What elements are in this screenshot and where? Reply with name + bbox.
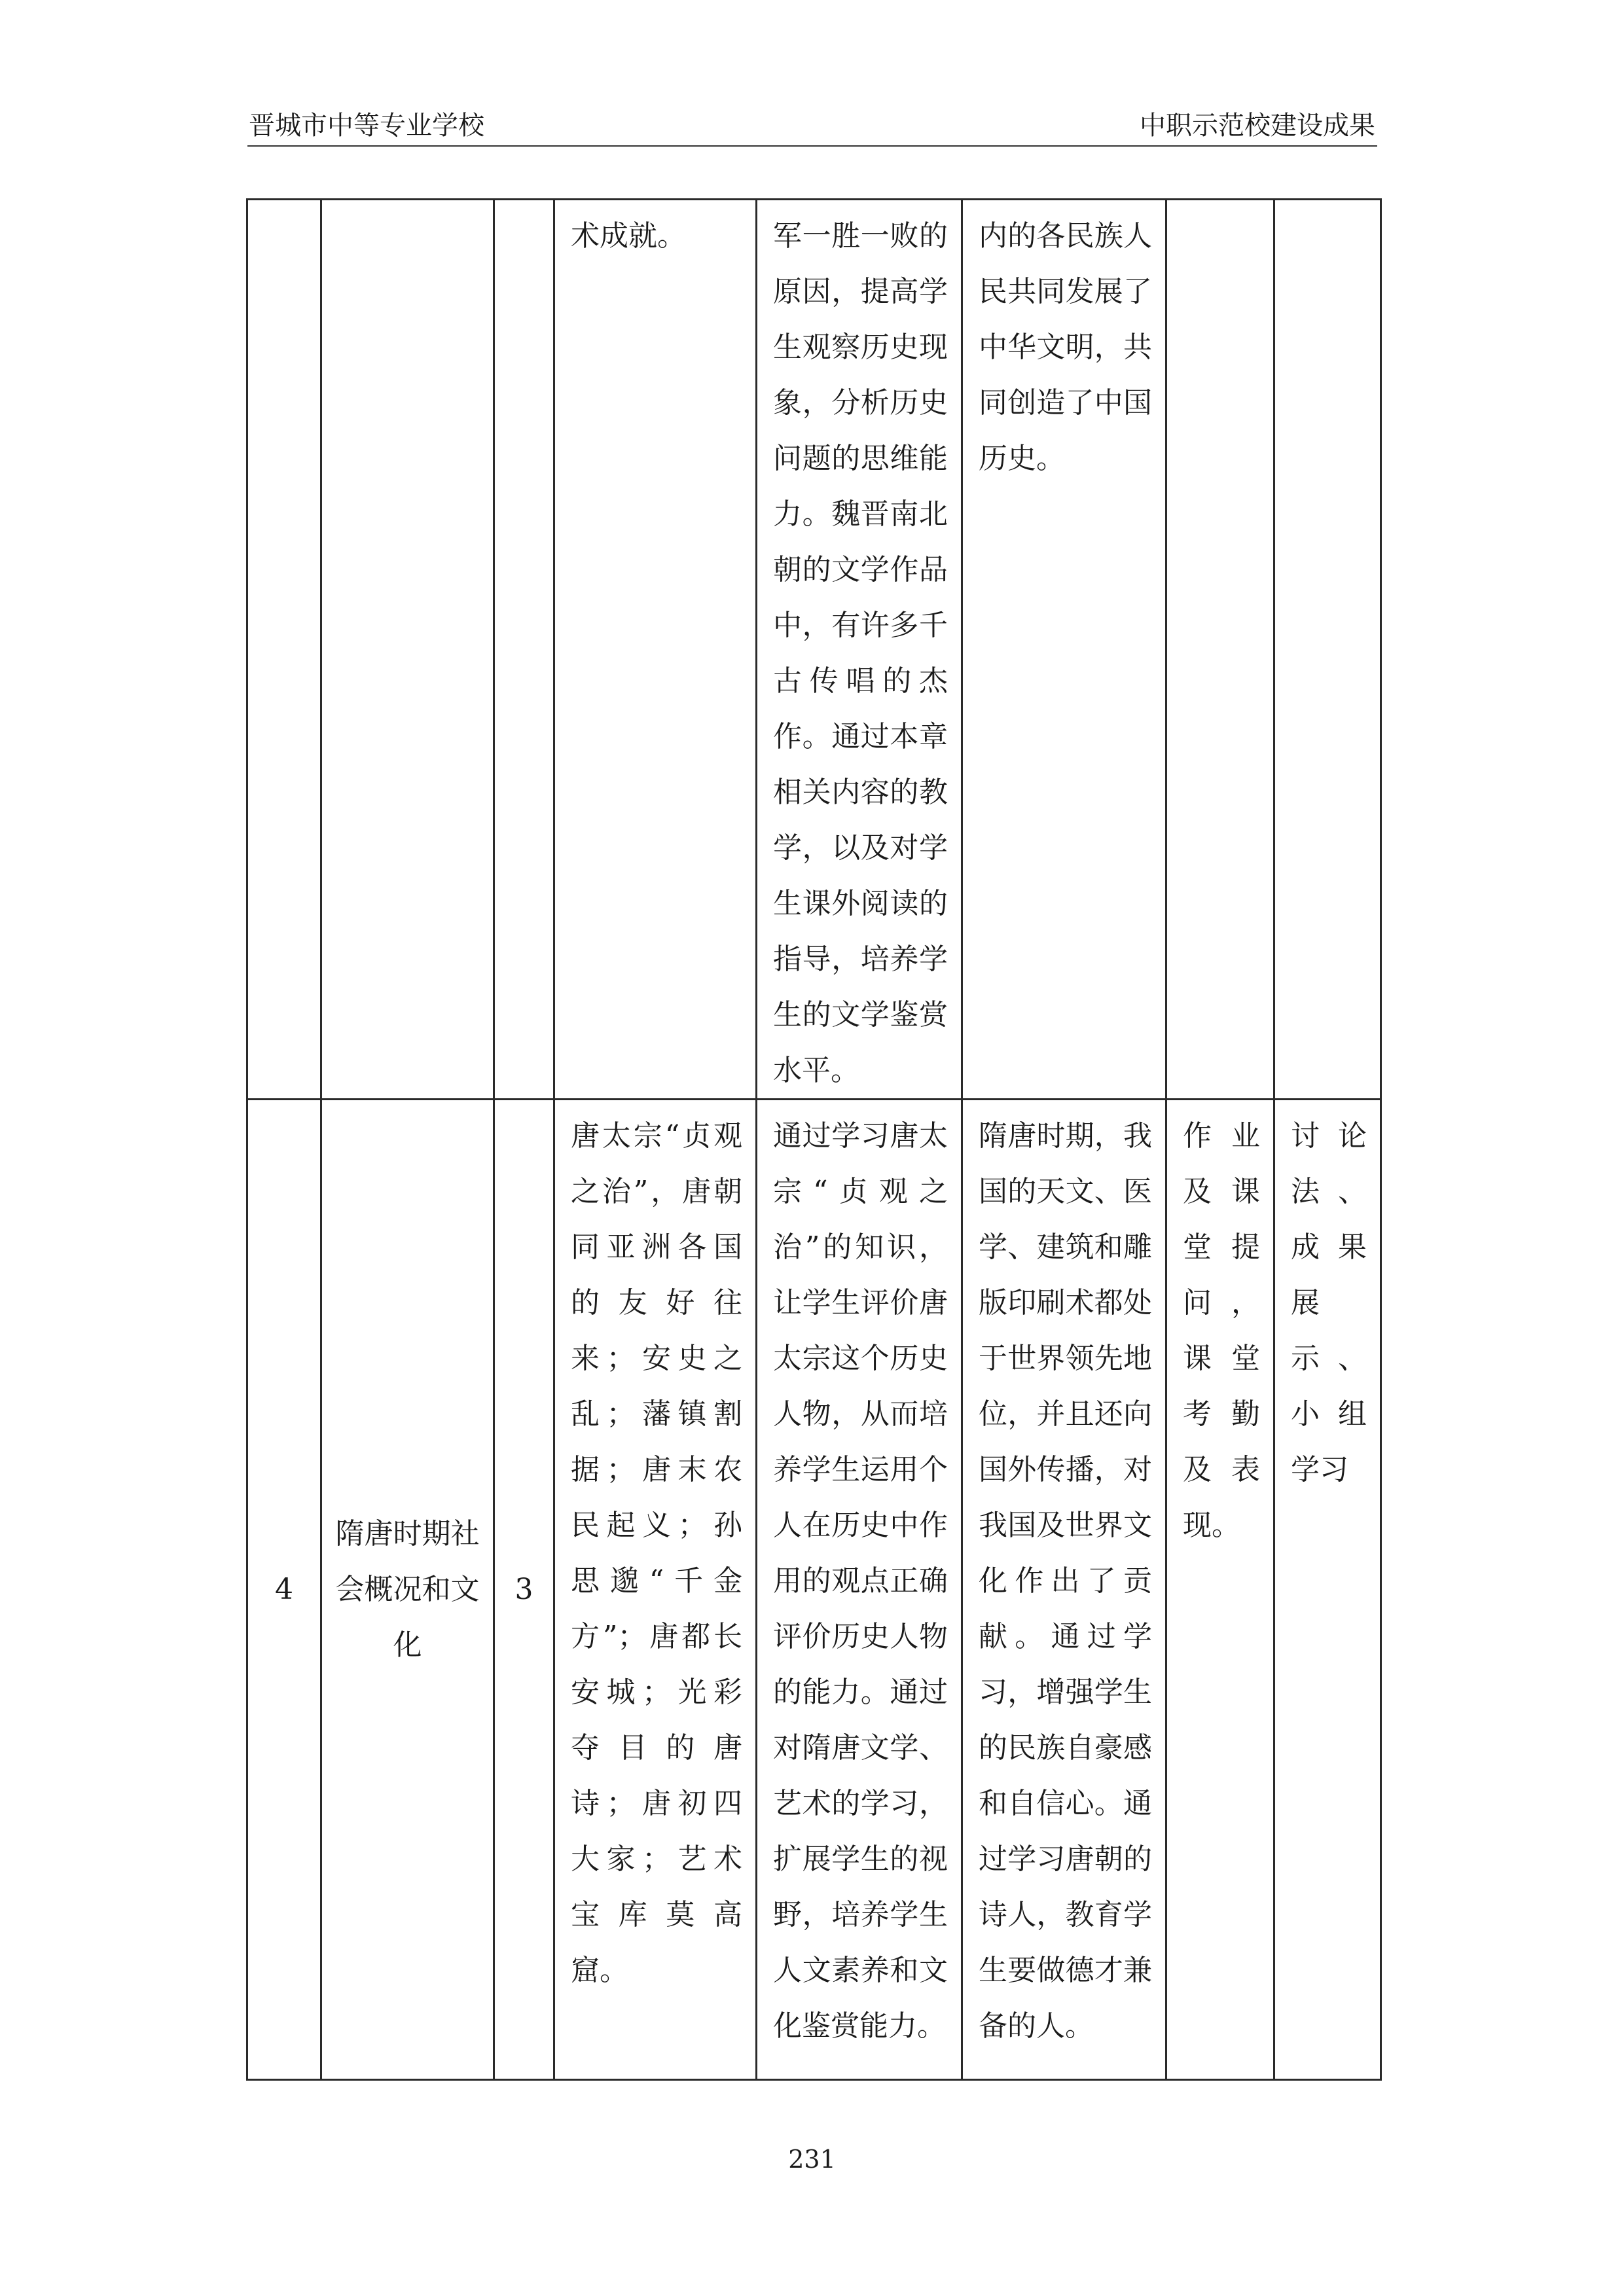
- objective-cell: 军一胜一败的原因，提高学生观察历史现象，分析历史问题的思维能力。魏晋南北朝的文学作品中，有许多千古传唱的杰作。通过本章相关内容的教学，以及对学生课外阅读的指导，培养学生的文学鉴赏水平。: [757, 200, 962, 1100]
- objective-cell: 通过学习唐太宗“贞观之治”的知识，让学生评价唐太宗这个历史人物，从而培养学生运用个人在历史中作用的观点正确评价历史人物的能力。通过对隋唐文学、艺术的学习，扩展学生的视野，培养学生人文素养和文化鉴赏能力。: [757, 1100, 962, 2080]
- header-document-title: 中职示范校建设成果: [1140, 111, 1375, 141]
- hours-cell: 3: [494, 1100, 554, 2080]
- assessment-cell: [1166, 200, 1274, 1100]
- course-plan-table: [246, 198, 1382, 2081]
- unit-title-cell: 隋唐时期社会概况和文化: [321, 1100, 494, 2080]
- assessment-cell: 作业及课堂提问，课堂考勤及表现。: [1166, 1100, 1274, 2080]
- table-row: [247, 1100, 1381, 2080]
- unit-title-cell: [321, 200, 494, 1100]
- content-cell: 唐太宗“贞观之治”，唐朝同亚洲各国的友好往来；安史之乱；藩镇割据；唐末农民起义；孙思邈“千金方”；唐都长安城；光彩夺目的唐诗；唐初四大家；艺术宝库莫高窟。: [554, 1100, 757, 2080]
- hours-cell: [494, 200, 554, 1100]
- page-number: 231: [788, 2145, 836, 2174]
- content-cell: 术成就。: [554, 200, 757, 1100]
- header-divider: [247, 145, 1377, 147]
- index-cell: 4: [247, 1100, 321, 2080]
- index-cell: [247, 200, 321, 1100]
- moral-education-cell: 隋唐时期，我国的天文、医学、建筑和雕版印刷术都处于世界领先地位，并且还向国外传播，对我国及世界文化作出了贡献。通过学习，增强学生的民族自豪感和自信心。通过学习唐朝的诗人，教育学生要做德才兼备的人。: [962, 1100, 1166, 2080]
- teaching-method-cell: 讨论法、成果展示、小组学习: [1274, 1100, 1381, 2080]
- header-school-name: 晋城市中等专业学校: [249, 111, 484, 141]
- table-row: [247, 200, 1381, 1100]
- moral-education-cell: 内的各民族人民共同发展了中华文明，共同创造了中国历史。: [962, 200, 1166, 1100]
- teaching-method-cell: [1274, 200, 1381, 1100]
